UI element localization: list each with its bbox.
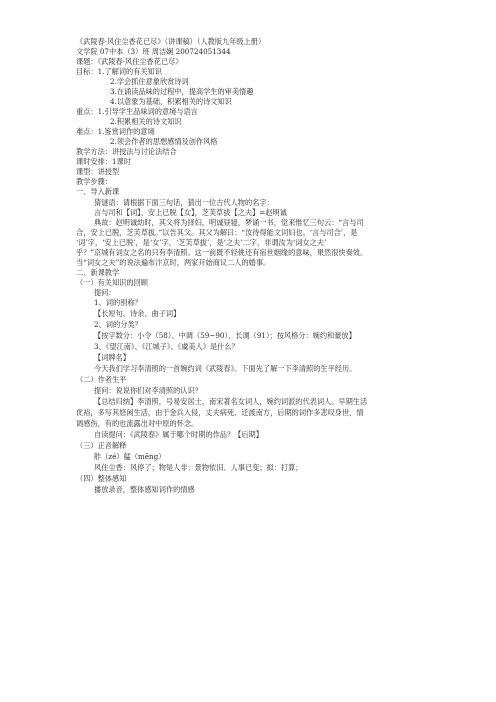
answer: 【词牌名】 bbox=[94, 353, 130, 362]
summary-paragraph: 【总结归纳】李清照，号易安居士，南宋著名女词人，婉约词派的代表词人。早期生活 bbox=[94, 397, 368, 406]
goal-item: 3.在诵读品味的过程中，提高学生的审美情趣 bbox=[110, 87, 254, 96]
lesson-type: 课型：讲授型 bbox=[76, 167, 120, 176]
subsection-heading: （三）正音解释 bbox=[76, 441, 127, 450]
author-line: 文学院 07中本（3）班 周洁娴 200724051344 bbox=[76, 47, 231, 56]
question: 1、词的别称？ bbox=[94, 298, 142, 307]
section-heading: 二、新课教学 bbox=[76, 268, 120, 277]
document-title: 《武陵春·风住尘香花已尽》（讲课稿）（人教版九年级上册） bbox=[76, 37, 266, 46]
answer: 【长短句、诗余、曲子词】 bbox=[94, 309, 181, 318]
subsection-heading: （二）作者生平 bbox=[76, 375, 127, 384]
riddle-lines: 言与司和【词】，安上已脱【女】，芝芙草拔【之夫】=赵明诚 bbox=[94, 208, 287, 217]
teaching-steps: 教学步骤： bbox=[76, 177, 112, 186]
goal-item: 4.以意象为基础，积累相关的诗文知识 bbox=[110, 97, 232, 106]
key-points-label: 重点：1.引导学生品味词的意境与语言 bbox=[76, 107, 198, 116]
question: 2、词的分类？ bbox=[94, 320, 142, 329]
summary-paragraph: 调感伤，有的也流露出对中原的怀念。 bbox=[76, 419, 199, 428]
question: 3、《望江南》、《江城子》、《虞美人》是什么？ bbox=[94, 342, 239, 351]
teaching-method: 教学方法：讲授法与讨论法结合 bbox=[76, 147, 177, 156]
lesson-topic: 课题：《武陵春·风住尘香花已尽》 bbox=[76, 57, 183, 66]
story-paragraph: 乎？”京城有词女之名的只有李清照。这一前既不轻佻还有宿世姻缘的意味，果然很快奏效。 bbox=[76, 248, 368, 257]
intro-paragraph: 今天我们学习李清照的一首婉约词《武陵春》。下面先了解一下李清照的生平经历。 bbox=[94, 364, 357, 373]
activity-instruction: 播放录音，整体感知词作的情感 bbox=[94, 485, 195, 494]
question-prompt: 提问： bbox=[94, 288, 116, 297]
riddle-prompt: 猜谜语：请根据下面三句话，猜出一位古代人物的名字： bbox=[94, 198, 274, 207]
question-prompt: 提问：说说你们对李清照的认识？ bbox=[94, 386, 202, 395]
answer: 【按字数分：小令（58）、中调（59~90）、长调（91）；按风格分：婉约和豪放】 bbox=[94, 331, 356, 340]
story-paragraph: ‘词’字，‘安上已脱’，是‘女’字，‘芝芙草拔’，是‘之夫’二字，非谓汝为‘词女之夫’ bbox=[76, 238, 327, 247]
summary-paragraph: 优裕，多写其悠闲生活，由于金兵入侵，丈夫病死，迁渡南方，后期的词作多悲叹身世，情 bbox=[76, 408, 364, 417]
difficulty-item: 2.领会作者的思想感情及创作风格 bbox=[110, 137, 218, 146]
story-paragraph: 典故：赵明诚幼时，其父将为择妇，明诚昼寝，梦诵一书，觉来惟忆三句云：“言与司 bbox=[94, 218, 364, 227]
key-point-item: 2.积累相关的诗文知识 bbox=[110, 117, 182, 126]
pronunciation: 舴（zé）艋（měng） bbox=[94, 452, 166, 461]
subsection-heading: （一）有关知识的回顾 bbox=[76, 278, 148, 287]
subsection-heading: （四）整体感知 bbox=[76, 474, 127, 483]
class-hours: 课时安排：1课时 bbox=[76, 157, 131, 166]
goals-label: 目标：1.了解词的有关知识 bbox=[76, 67, 162, 76]
word-glossary: 风住尘香：风停了；物是人非：景物依旧、人事已变；拟：打算； bbox=[94, 463, 303, 472]
difficulties-label: 难点：1.鉴赏词作的意境 bbox=[76, 127, 155, 136]
story-paragraph: 合，安上已脱，芝芙草拔。”以告其父。其父为解曰：“汝待得能文词妇也。‘言与司合’，是 bbox=[76, 228, 358, 237]
section-heading: 一、导入新课 bbox=[76, 187, 120, 196]
story-paragraph: 当“词女之夫”的说法遍布汴京时，两家开始商议二人的婚事。 bbox=[76, 258, 271, 267]
self-study-question: 自读提问：《武陵春》属于哪个时期的作品？【后期】 bbox=[94, 430, 263, 439]
goal-item: 2.学会抓住意象欣赏诗词 bbox=[110, 77, 189, 86]
